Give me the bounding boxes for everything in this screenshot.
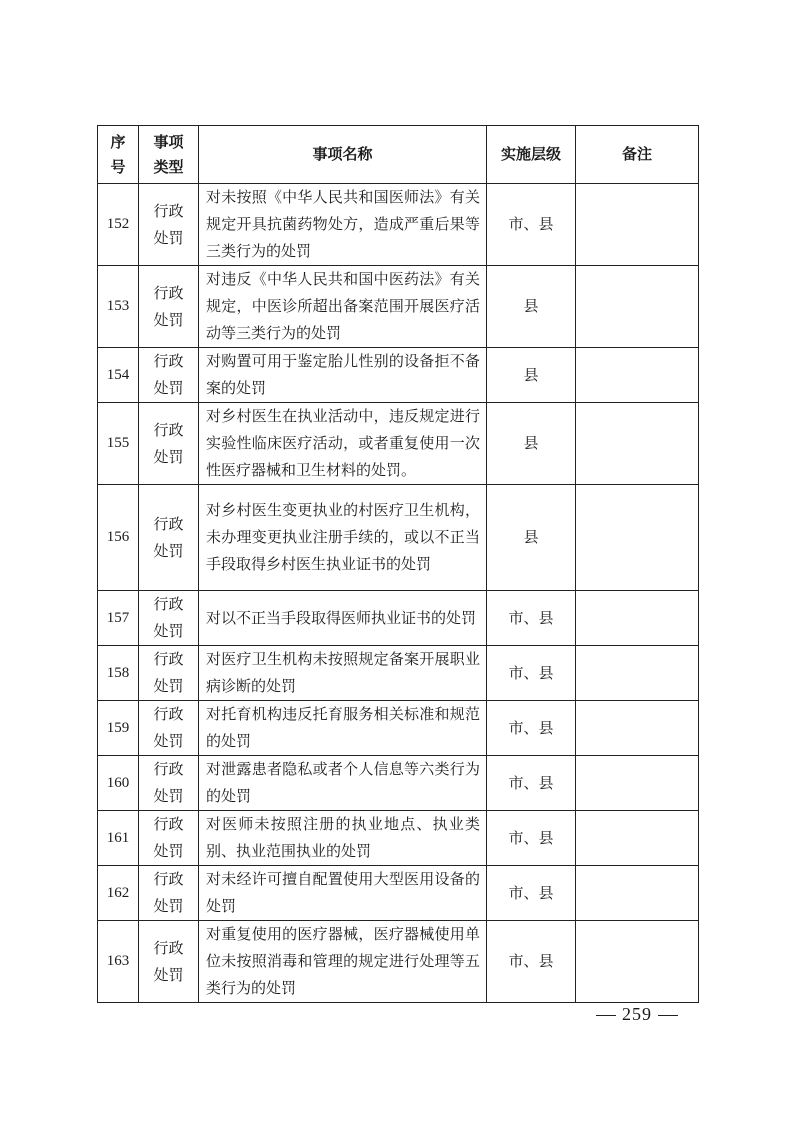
row-seq: 158 (98, 646, 139, 701)
page-number: 259 (590, 1004, 684, 1025)
row-item-name: 对乡村医生变更执业的村医疗卫生机构，未办理变更执业注册手续的，或以不正当手段取得乡村医生执业证书的处罚 (199, 485, 487, 591)
row-level: 县 (487, 348, 576, 403)
header-name: 事项名称 (199, 126, 487, 184)
row-type: 行政 处罚 (139, 921, 199, 1003)
row-note (576, 403, 699, 485)
header-type: 事项 类型 (139, 126, 199, 184)
row-seq: 163 (98, 921, 139, 1003)
row-note (576, 184, 699, 266)
table-row (98, 348, 699, 403)
item-table (97, 125, 699, 1003)
header-seq: 序 号 (98, 126, 139, 184)
row-seq: 156 (98, 485, 139, 591)
row-level: 市、县 (487, 756, 576, 811)
dash-left (596, 1015, 616, 1016)
row-note (576, 348, 699, 403)
table-header-row (98, 126, 699, 184)
table-row (98, 403, 699, 485)
row-note (576, 701, 699, 756)
table-row (98, 646, 699, 701)
row-seq: 161 (98, 811, 139, 866)
row-type: 行政 处罚 (139, 403, 199, 485)
table-row (98, 485, 699, 591)
row-type: 行政 处罚 (139, 266, 199, 348)
table-row (98, 756, 699, 811)
row-item-name: 对医师未按照注册的执业地点、执业类别、执业范围执业的处罚 (199, 811, 487, 866)
row-seq: 155 (98, 403, 139, 485)
row-seq: 154 (98, 348, 139, 403)
row-level: 县 (487, 485, 576, 591)
row-note (576, 485, 699, 591)
row-type: 行政 处罚 (139, 485, 199, 591)
row-level: 市、县 (487, 701, 576, 756)
row-item-name: 对托育机构违反托育服务相关标准和规范的处罚 (199, 701, 487, 756)
row-note (576, 266, 699, 348)
row-level: 市、县 (487, 184, 576, 266)
row-seq: 159 (98, 701, 139, 756)
row-level: 市、县 (487, 866, 576, 921)
row-note (576, 591, 699, 646)
row-seq: 162 (98, 866, 139, 921)
table-row (98, 921, 699, 1003)
row-seq: 152 (98, 184, 139, 266)
row-level: 市、县 (487, 921, 576, 1003)
row-type: 行政 处罚 (139, 348, 199, 403)
row-note (576, 921, 699, 1003)
row-note (576, 866, 699, 921)
dash-right (658, 1015, 678, 1016)
table-body (98, 184, 699, 1003)
table-row (98, 866, 699, 921)
row-type: 行政 处罚 (139, 866, 199, 921)
row-note (576, 646, 699, 701)
row-item-name: 对乡村医生在执业活动中，违反规定进行实验性临床医疗活动，或者重复使用一次性医疗器械和卫生材料的处罚。 (199, 403, 487, 485)
row-item-name: 对医疗卫生机构未按照规定备案开展职业病诊断的处罚 (199, 646, 487, 701)
row-type: 行政 处罚 (139, 591, 199, 646)
row-item-name: 对违反《中华人民共和国中医药法》有关规定，中医诊所超出备案范围开展医疗活动等三类行为的处罚 (199, 266, 487, 348)
table-row (98, 184, 699, 266)
row-seq: 160 (98, 756, 139, 811)
table-row (98, 811, 699, 866)
row-type: 行政 处罚 (139, 811, 199, 866)
row-note (576, 811, 699, 866)
table-row (98, 266, 699, 348)
row-level: 县 (487, 403, 576, 485)
table-row (98, 701, 699, 756)
row-level: 市、县 (487, 591, 576, 646)
header-level: 实施层级 (487, 126, 576, 184)
row-item-name: 对未按照《中华人民共和国医师法》有关规定开具抗菌药物处方，造成严重后果等三类行为的处罚 (199, 184, 487, 266)
row-level: 市、县 (487, 646, 576, 701)
row-item-name: 对未经许可擅自配置使用大型医用设备的处罚 (199, 866, 487, 921)
row-item-name: 对购置可用于鉴定胎儿性别的设备拒不备案的处罚 (199, 348, 487, 403)
row-seq: 153 (98, 266, 139, 348)
row-type: 行政 处罚 (139, 701, 199, 756)
row-level: 县 (487, 266, 576, 348)
row-item-name: 对重复使用的医疗器械，医疗器械使用单位未按照消毒和管理的规定进行处理等五类行为的处罚 (199, 921, 487, 1003)
row-type: 行政 处罚 (139, 756, 199, 811)
table-row (98, 591, 699, 646)
row-item-name: 对以不正当手段取得医师执业证书的处罚 (199, 591, 487, 646)
row-type: 行政 处罚 (139, 184, 199, 266)
row-type: 行政 处罚 (139, 646, 199, 701)
row-item-name: 对泄露患者隐私或者个人信息等六类行为的处罚 (199, 756, 487, 811)
row-seq: 157 (98, 591, 139, 646)
row-level: 市、县 (487, 811, 576, 866)
row-note (576, 756, 699, 811)
header-note: 备注 (576, 126, 699, 184)
